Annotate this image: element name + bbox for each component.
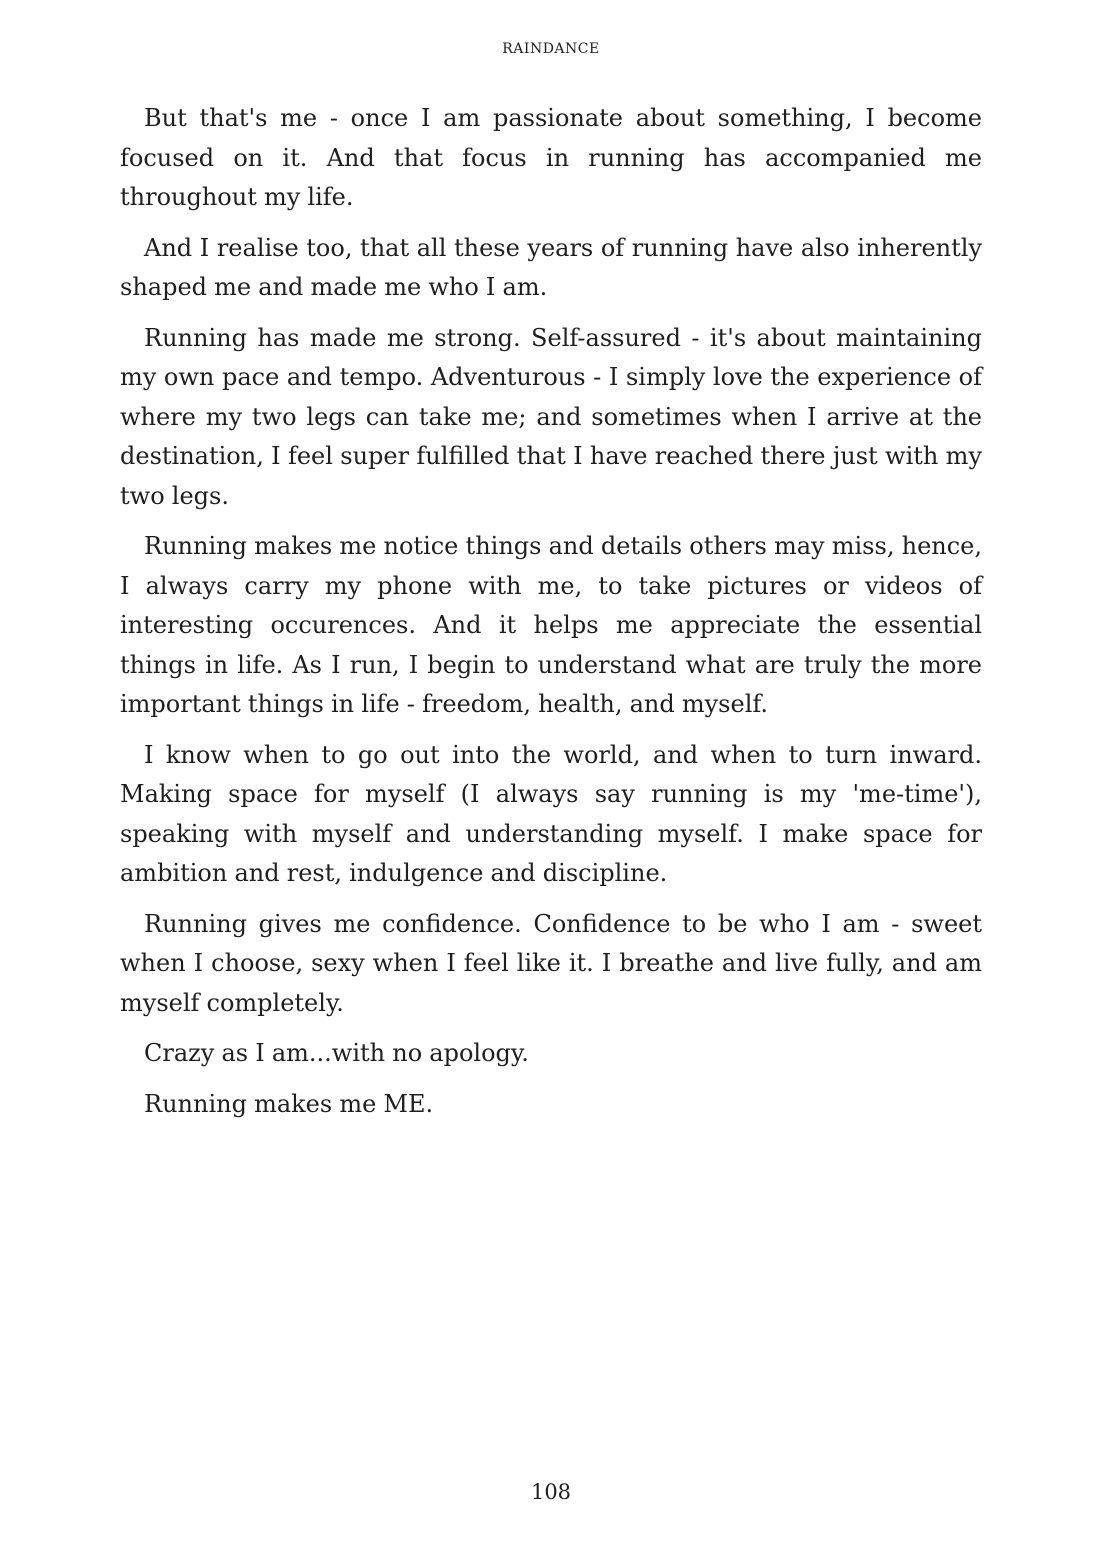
paragraph: And I realise too, that all these years of running have also inherently shaped me and made me who I am. xyxy=(120,233,982,301)
page-number: 108 xyxy=(530,1480,572,1504)
paragraph: But that's me - once I am passionate about something, I become focused on it. And that focus in running has accompanied me throughout my life. xyxy=(120,104,982,211)
running-header: RAINDANCE xyxy=(502,41,600,57)
paragraph: Running makes me ME. xyxy=(144,1089,434,1118)
body-text xyxy=(120,99,982,1135)
paragraph: Running gives me confidence. Confidence to be who I am - sweet when I choose, sexy when I feel like it. I breathe and live fully, and am myself completely. xyxy=(120,909,982,1017)
paragraph: Running makes me notice things and details others may miss, hence, I always carry my phone with me, to take pictures or videos of interesting occurences. And it helps me appreciate the essential things in life. As I run, I begin to understand what are truly the more important things in life - freedom, health, and myself. xyxy=(120,532,982,718)
paragraph: I know when to go out into the world, and when to turn inward. Making space for myself (I always say running is my 'me-time'), speaking with myself and understanding myself. I make space for ambition and rest, indulgence and discipline. xyxy=(120,740,982,887)
paragraph: Crazy as I am...with no apology. xyxy=(144,1039,529,1067)
paragraph: Running has made me strong. Self-assured - it's about maintaining my own pace and tempo. Adventurous - I simply love the experience of where my two legs can take me; and sometimes when I arrive at the destination, I feel super fulfilled that I have reached there just with my two legs. xyxy=(120,323,982,510)
